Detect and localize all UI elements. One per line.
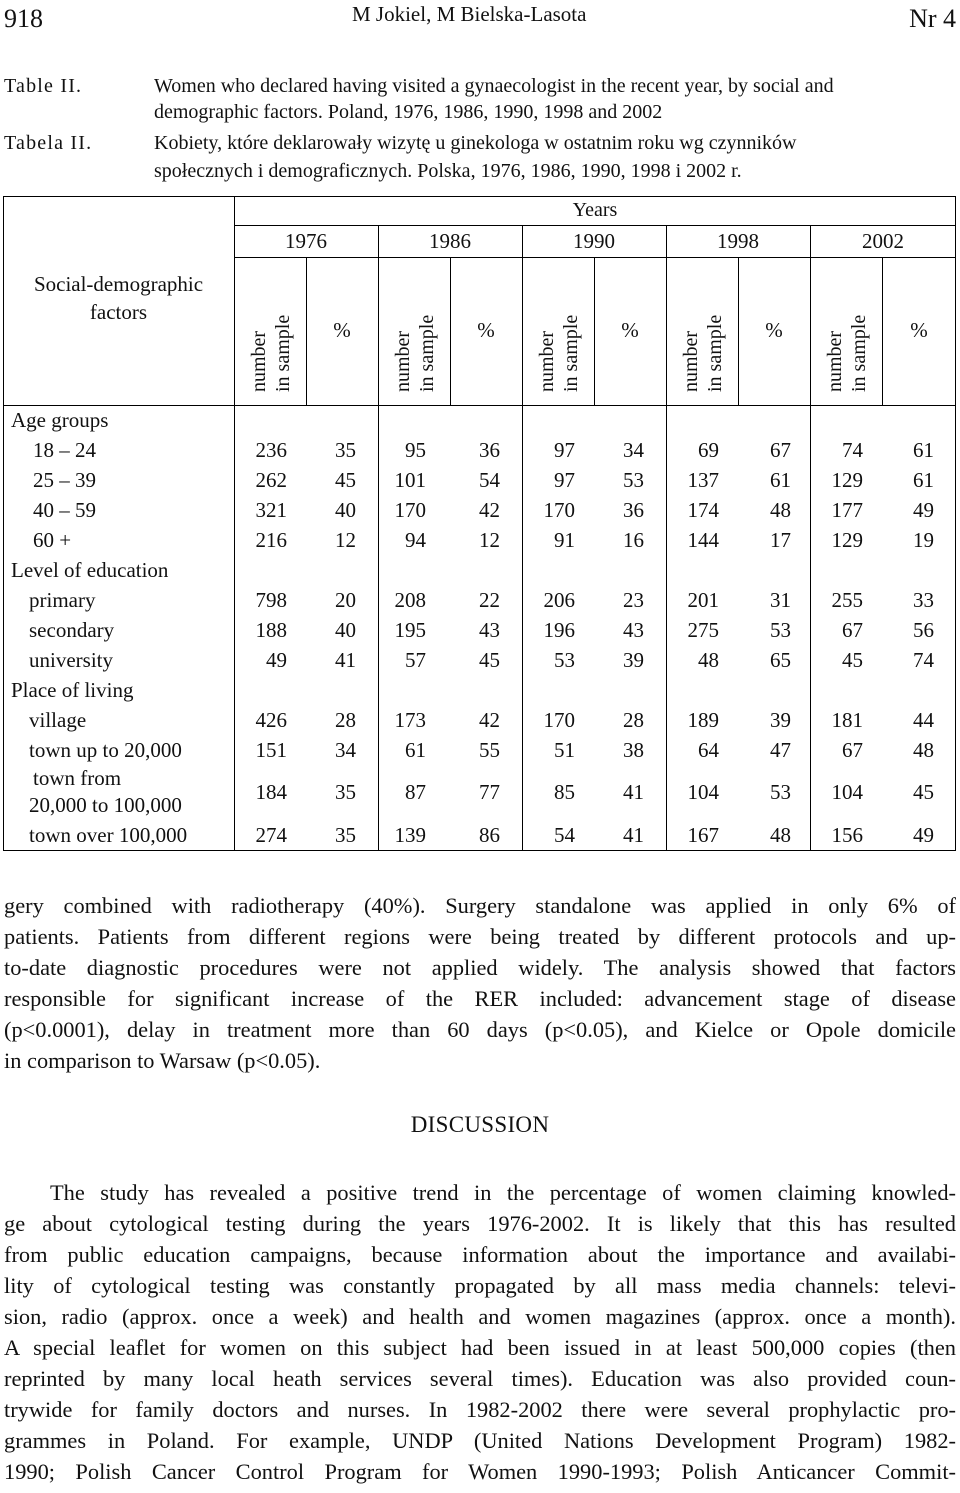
table-cell: 181 [831,708,863,732]
table-cell: 97 [554,438,575,462]
paragraph-line: trywide for family doctors and nurses. In 1982-2002 there were several prophylactic pro- [4,1397,956,1422]
paragraph-line: from public education campaigns, because information about the importance and availabi- [4,1242,956,1267]
table-cell: 39 [770,708,791,732]
table-cell: 236 [255,438,287,462]
table-cell: 12 [479,528,500,552]
table-cell: 35 [335,438,356,462]
caption-label-en: Table II. [4,75,83,97]
table-cell: 144 [687,528,719,552]
years-divider [234,225,956,226]
table-cell: 156 [831,823,863,847]
paragraph-line: patients. Patients from different regions were being treated by different protocols and up- [4,924,956,949]
data-table [3,196,956,851]
table-cell: 53 [554,648,575,672]
table-cell: 45 [913,780,934,804]
table-cell: 41 [623,780,644,804]
table-cell: 49 [913,498,934,522]
table-cell: 31 [770,588,791,612]
table-cell: 61 [405,738,426,762]
table-cell: 104 [687,780,719,804]
table-cell: 69 [698,438,719,462]
caption-pl-line1: Kobiety, które deklarowały wizytę u ginekologa w ostatnim roku wg czynników [154,132,797,154]
caption-pl-line2: społecznych i demograficznych. Polska, 1976, 1986, 1990, 1998 i 2002 r. [154,160,742,182]
table-cell: 19 [913,528,934,552]
table-cell: 61 [770,468,791,492]
table-border-right [955,196,956,851]
caption-en-line2: demographic factors. Poland, 1976, 1986, 1990, 1998 and 2002 [154,101,663,123]
table-cell: 170 [543,498,575,522]
table-cell: 85 [554,780,575,804]
table-cell: 12 [335,528,356,552]
subheader-percent: % [477,318,495,342]
year-row-divider [234,257,956,258]
running-head-authors: M Jokiel, M Bielska-Lasota [352,2,587,26]
table-cell: 208 [394,588,426,612]
table-cell: 129 [831,528,863,552]
table-cell: 45 [335,468,356,492]
table-cell: 189 [687,708,719,732]
paragraph-line: ge about cytological testing during the years 1976-2002. It is likely that this has resulted [4,1211,956,1236]
table-cell: 40 [335,498,356,522]
paragraph-line: responsible for significant increase of the RER included: advancement stage of disease [4,986,956,1011]
table-cell: 151 [255,738,287,762]
table-cell: 48 [913,738,934,762]
table-cell: 36 [623,498,644,522]
row-label: 60 + [33,528,72,552]
table-cell: 55 [479,738,500,762]
subheader-percent: % [333,318,351,342]
table-cell: 87 [405,780,426,804]
table-cell: 49 [913,823,934,847]
table-cell: 40 [335,618,356,642]
subheader-number-in-sample: number in sample [680,314,726,392]
table-border-top [3,196,956,197]
table-cell: 104 [831,780,863,804]
table-cell: 216 [255,528,287,552]
table-cell: 173 [394,708,426,732]
table-cell: 45 [842,648,863,672]
table-cell: 174 [687,498,719,522]
factor-header-line2: factors [89,300,148,324]
row-label: town up to 20,000 [29,738,182,762]
row-label: 25 – 39 [33,468,96,492]
table-cell: 47 [770,738,791,762]
section-heading-discussion: DISCUSSION [410,1112,550,1137]
table-cell: 41 [623,823,644,847]
table-cell: 74 [913,648,934,672]
table-cell: 34 [623,438,644,462]
table-cell: 201 [687,588,719,612]
table-cell: 45 [479,648,500,672]
table-cell: 95 [405,438,426,462]
table-cell: 16 [623,528,644,552]
year-header: 2002 [862,229,904,253]
table-cell: 54 [479,468,500,492]
row-label: 18 – 24 [33,438,96,462]
table-cell: 44 [913,708,934,732]
table-cell: 97 [554,468,575,492]
table-cell: 20 [335,588,356,612]
table-cell: 206 [543,588,575,612]
table-cell: 67 [770,438,791,462]
table-border-bottom [3,850,956,851]
table-cell: 43 [623,618,644,642]
table-cell: 39 [623,648,644,672]
table-cell: 33 [913,588,934,612]
table-cell: 91 [554,528,575,552]
table-cell: 64 [698,738,719,762]
paragraph-line: 1990; Polish Cancer Control Program for Women 1990-1993; Polish Anticancer Commit- [4,1459,956,1484]
paragraph-line: to-date diagnostic procedures were not applied widely. The analysis showed that factors [4,955,956,980]
table-cell: 48 [770,498,791,522]
years-label: Years [572,199,618,221]
table-cell: 35 [335,780,356,804]
table-cell: 43 [479,618,500,642]
factor-header-line1: Social-demographic [33,272,204,296]
table-cell: 188 [255,618,287,642]
table-cell: 177 [831,498,863,522]
row-label: village [29,708,87,732]
table-cell: 321 [255,498,287,522]
table-cell: 17 [770,528,791,552]
row-label: 40 – 59 [33,498,96,522]
paragraph-line: reprinted by many local heath services several times). Education was also provided coun- [4,1366,956,1391]
page-number: 918 [4,4,43,33]
table-cell: 54 [554,823,575,847]
table-cell: 195 [394,618,426,642]
row-label: primary [29,588,96,612]
row-group-title: Level of education [11,558,169,582]
row-label: town over 100,000 [29,823,188,847]
table-cell: 94 [405,528,426,552]
table-cell: 167 [687,823,719,847]
paragraph-line: A special leaflet for women on this subject had been issued in at least 500,000 copies (then [4,1335,956,1360]
table-cell: 101 [394,468,426,492]
year-header: 1986 [429,229,471,253]
table-cell: 426 [255,708,287,732]
caption-label-pl: Tabela II. [4,132,93,154]
subheader-number-in-sample: number in sample [824,314,870,392]
year-header: 1990 [573,229,615,253]
row-group-title: Age groups [11,408,109,432]
row-label: university [29,648,113,672]
paragraph-line: gery combined with radiotherapy (40%). Surgery standalone was applied in only 6% of [4,893,956,918]
table-cell: 67 [842,618,863,642]
table-cell: 28 [335,708,356,732]
row-label: secondary [29,618,115,642]
table-cell: 74 [842,438,863,462]
year-header: 1976 [285,229,327,253]
row-label: town from [33,766,122,790]
table-cell: 42 [479,708,500,732]
paragraph-line: (p<0.0001), delay in treatment more than 60 days (p<0.05), and Kielce or Opole domicile [4,1017,956,1042]
table-cell: 41 [335,648,356,672]
subheader-percent: % [765,318,783,342]
subheader-number-in-sample: number in sample [536,314,582,392]
table-cell: 35 [335,823,356,847]
table-cell: 798 [255,588,287,612]
table-cell: 53 [770,618,791,642]
subheader-number-in-sample: number in sample [248,314,294,392]
table-cell: 57 [405,648,426,672]
table-cell: 36 [479,438,500,462]
paragraph-line: grammes in Poland. For example, UNDP (United Nations Development Program) 1982- [4,1428,956,1453]
subheader-percent: % [621,318,639,342]
table-cell: 51 [554,738,575,762]
paragraph-line: The study has revealed a positive trend in the percentage of women claiming knowled- [50,1180,956,1205]
subheader-number-in-sample: number in sample [392,314,438,392]
table-cell: 274 [255,823,287,847]
table-cell: 61 [913,438,934,462]
paragraph-2 [4,1177,956,1487]
table-cell: 65 [770,648,791,672]
year-header: 1998 [717,229,759,253]
table-cell: 28 [623,708,644,732]
table-cell: 139 [394,823,426,847]
table-cell: 86 [479,823,500,847]
caption-en-line1: Women who declared having visited a gynaecologist in the recent year, by social and [154,75,834,97]
table-cell: 129 [831,468,863,492]
table-cell: 38 [623,738,644,762]
table-cell: 22 [479,588,500,612]
paragraph-line: in comparison to Warsaw (p<0.05). [4,1048,321,1073]
table-cell: 61 [913,468,934,492]
table-cell: 170 [543,708,575,732]
issue-number: Nr 4 [909,4,956,33]
table-cell: 67 [842,738,863,762]
table-cell: 262 [255,468,287,492]
table-cell: 53 [770,780,791,804]
header-bottom-divider [3,405,956,406]
paragraph-1 [4,890,956,1076]
table-cell: 184 [255,780,287,804]
table-cell: 48 [698,648,719,672]
table-cell: 53 [623,468,644,492]
table-cell: 137 [687,468,719,492]
table-cell: 34 [335,738,356,762]
row-label: 20,000 to 100,000 [29,793,182,817]
paragraph-line: lity of cytological testing was constantly propagated by all mass media channels: televi- [4,1273,956,1298]
table-cell: 49 [266,648,287,672]
paragraph-line: sion, radio (approx. once a week) and health and women magazines (approx. once a month). [4,1304,956,1329]
table-cell: 275 [687,618,719,642]
row-group-title: Place of living [11,678,134,702]
subheader-percent: % [910,318,928,342]
table-cell: 196 [543,618,575,642]
table-cell: 48 [770,823,791,847]
table-cell: 255 [831,588,863,612]
table-cell: 170 [394,498,426,522]
table-cell: 56 [913,618,934,642]
table-cell: 42 [479,498,500,522]
table-cell: 77 [479,780,500,804]
table-cell: 23 [623,588,644,612]
